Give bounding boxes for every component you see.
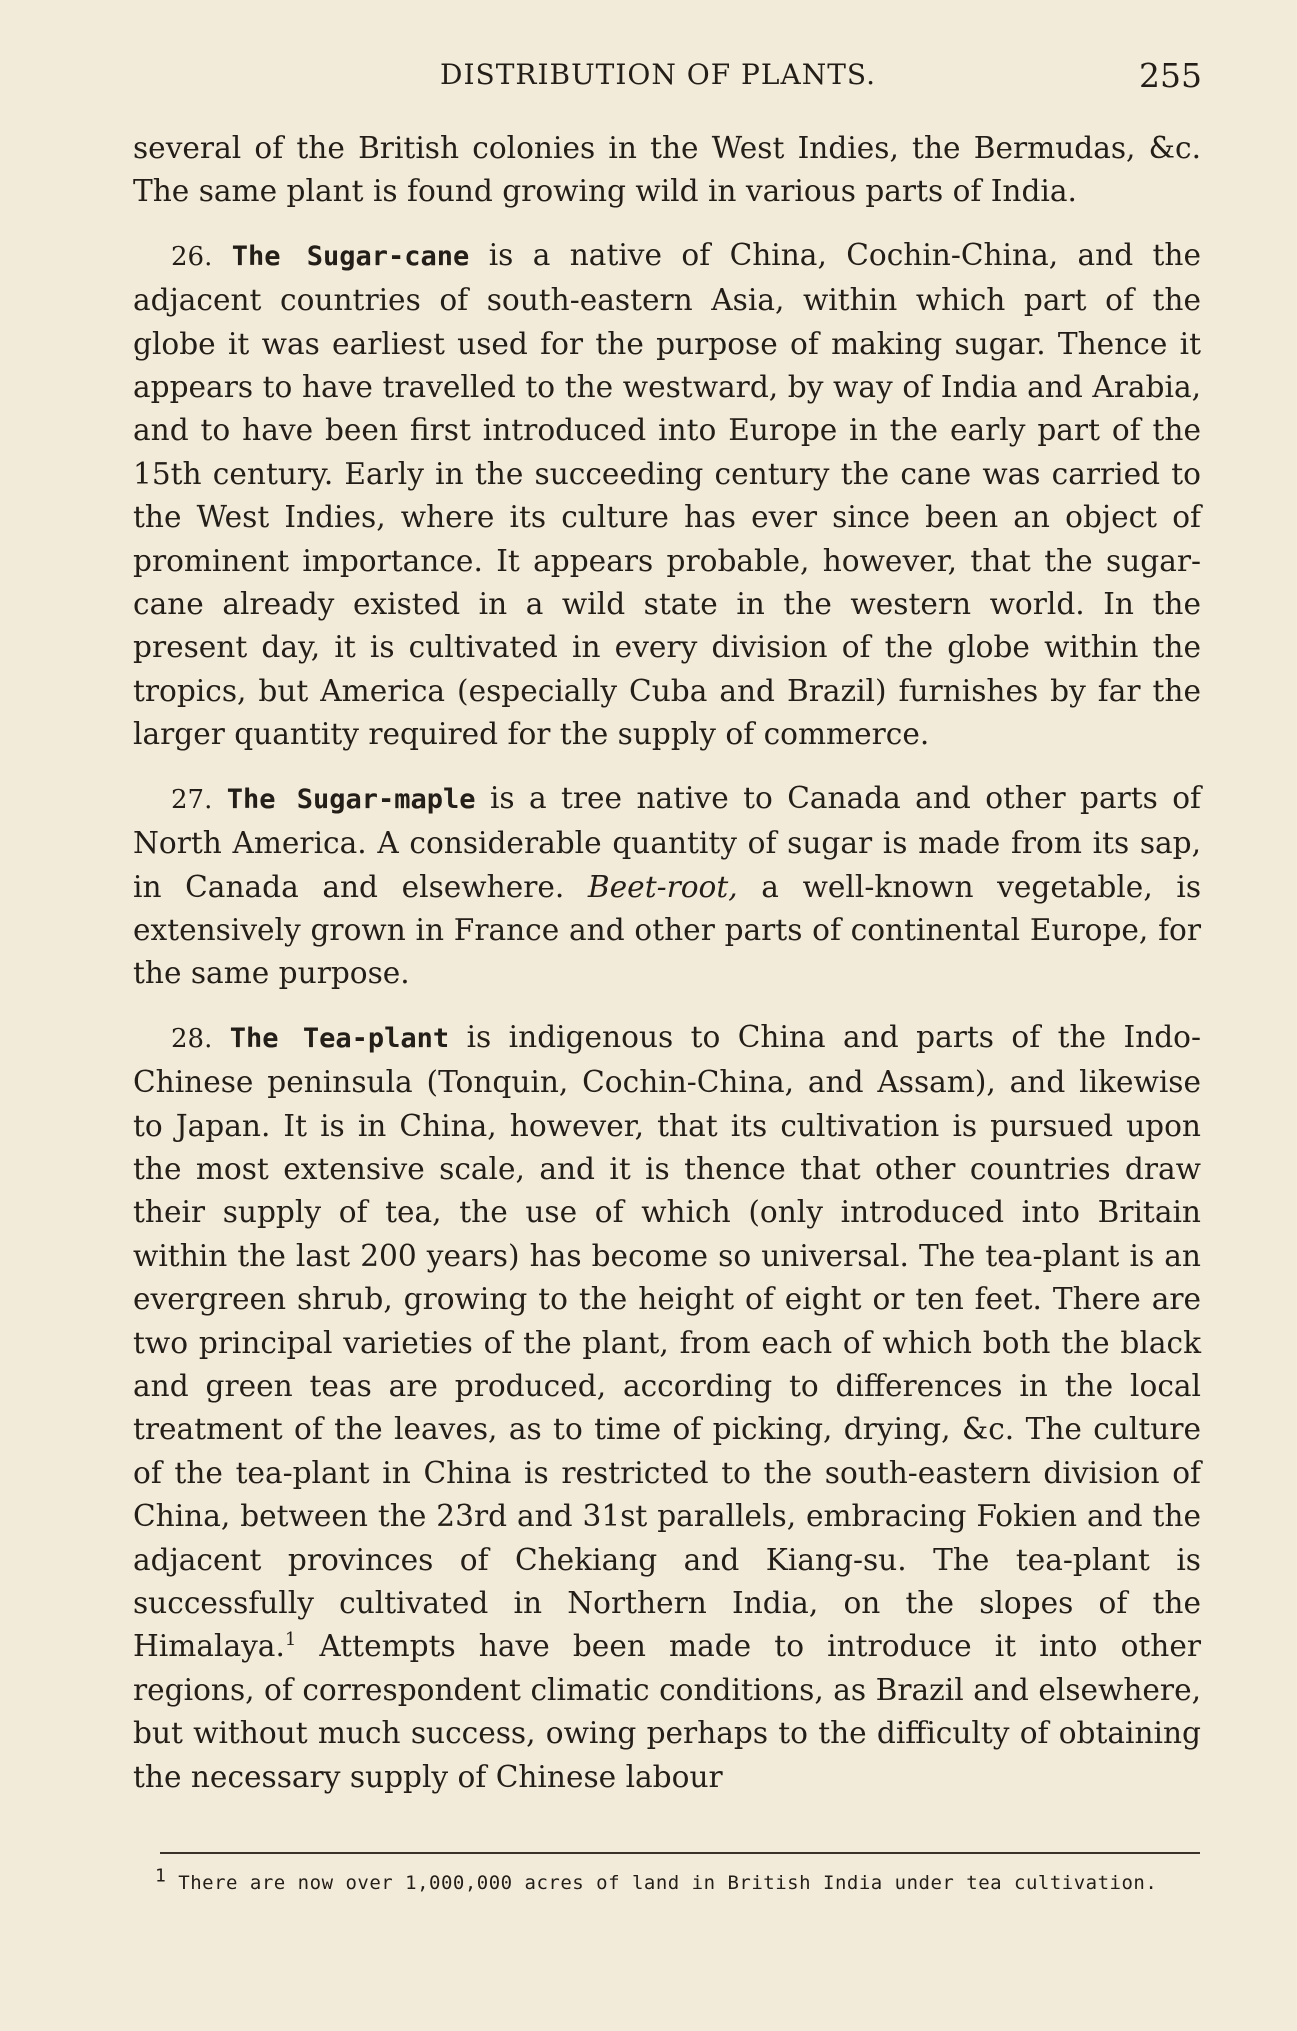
paragraph-number: 28. — [171, 1023, 213, 1054]
paragraph-26 — [133, 234, 1201, 757]
paragraph-continuation — [133, 127, 1201, 214]
paragraph-term: The Sugar-cane — [231, 240, 470, 272]
paragraph-term: The Tea-plant — [229, 1022, 450, 1054]
paragraph-number: 27. — [171, 784, 213, 815]
footnote-reference: 1 — [284, 1629, 297, 1651]
page-number: 255 — [1139, 56, 1202, 95]
paragraph-text: Attempts have been made to introduce it into other regions, of correspondent climatic conditions, as Brazil and elsewhere, but without much success, owing perhaps to the difficulty of obtaining the necessary supply of Chinese labour — [133, 1629, 1201, 1794]
paragraph-text: is a tree native to Canada and other parts of North America. A considerable quantity of sugar is made from its sap, in Canada and elsewhere. — [133, 780, 1201, 904]
paragraph-27 — [133, 777, 1201, 996]
paragraph-number: 26. — [171, 241, 213, 272]
footnote-text: There are now over 1,000,000 acres of land in British India under tea cultivation. — [178, 1872, 1158, 1894]
footnote-divider — [160, 1852, 1200, 1854]
running-title: DISTRIBUTION OF PLANTS. — [440, 58, 876, 91]
footnote-mark: 1 — [155, 1865, 167, 1887]
footnote — [155, 1865, 1205, 1894]
paragraph-28 — [133, 1016, 1201, 1799]
paragraph-text: is a native of China, Cochin-China, and the adjacent countries of south-eastern Asia, within which part of the globe it was earliest used for the purpose of making sugar. Thence it appears to have travelled to the westward, by way of India and Arabia, and to have been first introduced into Europe in the early part of the 15th century. Early in the succeeding century the cane was carried to the West Indies, where its culture has ever since been an object of prominent importance. It appears probable, however, that the sugar-cane already existed in a wild state in the western world. In the present day, it is cultivated in every division of the globe within the tropics, but America (especially Cuba and Brazil) furnishes by far the larger quantity required for the supply of commerce. — [133, 237, 1202, 752]
page-header — [130, 52, 1202, 102]
paragraph-text: several of the British colonies in the West Indies, the Bermudas, &c. The same plant is found growing wild in various parts of India. — [133, 131, 1201, 209]
italic-term: Beet-root, — [587, 869, 738, 904]
paragraph-term: The Sugar-maple — [226, 783, 476, 815]
paragraph-text: is indigenous to China and parts of the Indo-Chinese peninsula (Tonquin, Cochin-China, and Assam), and likewise to Japan. It is in China, however, that its cultivation is pursued upon the most extensive scale, and it is thence that other countries draw their supply of tea, the use of which (only introduced into Britain within the last 200 years) has become so universal. The tea-plant is an evergreen shrub, growing to the height of eight or ten feet. There are two principal varieties of the plant, from each of which both the black and green teas are produced, according to differences in the local treatment of the leaves, as to time of picking, drying, &c. The culture of the tea-plant in China is restricted to the south-eastern division of China, between the 23rd and 31st parallels, embracing Fokien and the adjacent provinces of Chekiang and Kiang-su. The tea-plant is successfully cultivated in Northern India, on the slopes of the Himalaya. — [133, 1019, 1201, 1664]
body-text — [133, 127, 1201, 1799]
paragraph-text: a well-known vegetable, is extensively grown in France and other parts of continental Europe, for the same purpose. — [133, 869, 1202, 991]
